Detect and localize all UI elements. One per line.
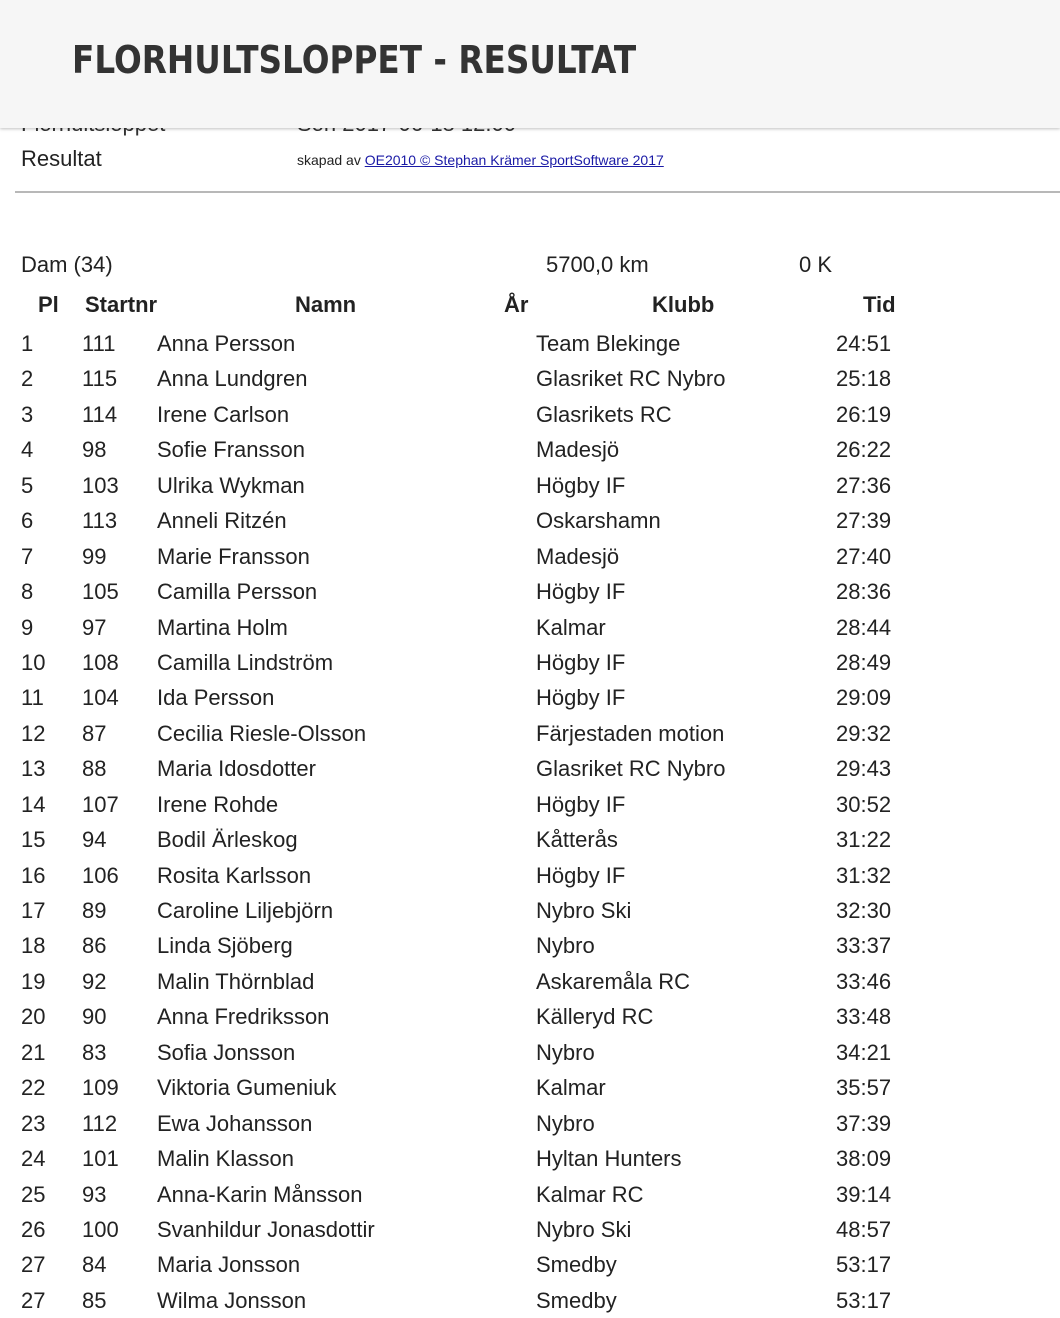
cell-klubb: Madesjö [536, 437, 620, 463]
cell-tid: 29:32 [836, 720, 892, 746]
cell-klubb: Nybro Ski [536, 1216, 632, 1242]
table-row [0, 361, 1060, 396]
cell-namn: Malin Klasson [157, 1146, 294, 1172]
cell-pl: 21 [21, 1039, 46, 1065]
credit-line [297, 152, 664, 168]
cell-tid: 53:17 [836, 1252, 892, 1278]
table-row [0, 326, 1060, 361]
cell-pl: 2 [21, 366, 34, 392]
cell-tid: 31:22 [836, 827, 892, 853]
cell-namn: Ewa Johansson [157, 1110, 313, 1136]
cell-klubb: Smedby [536, 1287, 617, 1313]
column-header-klubb: Klubb [652, 292, 715, 317]
cell-tid: 28:49 [836, 649, 892, 675]
cell-klubb: Högby IF [536, 862, 626, 888]
cell-klubb: Högby IF [536, 791, 626, 817]
cell-tid: 37:39 [836, 1110, 892, 1136]
table-row [0, 645, 1060, 680]
cell-tid: 24:51 [836, 331, 892, 356]
cell-startnr: 108 [82, 649, 119, 675]
column-header-startnr: Startnr [85, 292, 158, 317]
cell-tid: 26:19 [836, 401, 892, 427]
cell-startnr: 114 [82, 401, 118, 427]
cell-tid: 31:32 [836, 862, 892, 888]
table-row [0, 858, 1060, 893]
cell-startnr: 97 [82, 614, 107, 640]
cell-startnr: 115 [82, 366, 118, 392]
table-row [0, 468, 1060, 503]
cell-namn: Bodil Ärleskog [157, 827, 298, 853]
cell-namn: Anneli Ritzén [157, 508, 287, 534]
cell-startnr: 90 [82, 1004, 107, 1030]
cell-namn: Viktoria Gumeniuk [157, 1075, 337, 1101]
cell-tid: 32:30 [836, 898, 892, 923]
table-row [0, 1106, 1060, 1141]
cell-tid: 34:21 [836, 1039, 892, 1065]
table-row [0, 964, 1060, 999]
cell-namn: Wilma Jonsson [157, 1287, 307, 1313]
cell-startnr: 99 [82, 543, 107, 569]
credit-prefix: skapad av [297, 152, 361, 168]
table-row [0, 503, 1060, 538]
table-row [0, 1177, 1060, 1212]
page-header [0, 0, 1060, 128]
cell-startnr: 106 [82, 862, 119, 888]
cell-namn: Maria Idosdotter [157, 756, 316, 782]
table-row [0, 680, 1060, 715]
table-row [0, 1070, 1060, 1105]
table-row [0, 822, 1060, 857]
cell-namn: Linda Sjöberg [157, 933, 293, 959]
cell-startnr: 84 [82, 1252, 107, 1278]
cell-pl: 24 [21, 1146, 46, 1172]
table-row [0, 999, 1060, 1034]
cell-klubb: Askaremåla RC [536, 968, 691, 994]
column-header-namn: Namn [295, 292, 357, 317]
cell-startnr: 83 [82, 1039, 107, 1065]
cell-pl: 23 [21, 1110, 46, 1136]
cell-namn: Irene Rohde [157, 791, 279, 817]
cell-startnr: 109 [82, 1075, 119, 1101]
cell-klubb: Högby IF [536, 579, 626, 605]
cell-klubb: Glasriket RC Nybro [536, 756, 726, 782]
cell-tid: 28:44 [836, 614, 892, 640]
cell-tid: 33:48 [836, 1004, 892, 1030]
cell-tid: 30:52 [836, 791, 892, 817]
cell-tid: 27:36 [836, 472, 892, 498]
table-row [0, 574, 1060, 609]
cell-klubb: Kalmar RC [536, 1181, 644, 1207]
table-row [0, 787, 1060, 822]
column-header-tid: Tid [863, 292, 896, 317]
cell-namn: Cecilia Riesle-Olsson [157, 720, 367, 746]
cell-pl: 4 [21, 437, 34, 463]
cell-tid: 27:39 [836, 508, 892, 534]
cell-namn: Sofia Jonsson [157, 1039, 296, 1065]
cell-klubb: Smedby [536, 1252, 617, 1278]
cell-pl: 27 [21, 1287, 46, 1313]
table-row [0, 1035, 1060, 1070]
cell-namn: Anna Lundgren [157, 366, 308, 392]
cell-klubb: Nybro [536, 1110, 595, 1136]
cell-klubb: Glasrikets RC [536, 401, 672, 427]
cell-tid: 29:09 [836, 685, 892, 711]
cell-klubb: Nybro Ski [536, 898, 632, 923]
table-row [0, 1212, 1060, 1247]
cell-klubb: Högby IF [536, 685, 626, 711]
cell-startnr: 89 [82, 898, 107, 923]
cell-namn: Maria Jonsson [157, 1252, 301, 1278]
cell-namn: Martina Holm [157, 614, 288, 640]
cell-klubb: Färjestaden motion [536, 720, 725, 746]
cell-pl: 6 [21, 508, 34, 534]
cell-startnr: 107 [82, 791, 119, 817]
cell-startnr: 88 [82, 756, 107, 782]
cell-pl: 1 [21, 331, 34, 356]
cell-namn: Camilla Persson [157, 579, 318, 605]
cell-pl: 10 [21, 649, 46, 675]
cell-startnr: 113 [82, 508, 118, 534]
table-row [0, 928, 1060, 963]
cell-namn: Marie Fransson [157, 543, 310, 569]
cell-startnr: 93 [82, 1181, 107, 1207]
table-row [0, 893, 1060, 928]
table-row [0, 716, 1060, 751]
cell-pl: 26 [21, 1216, 46, 1242]
cell-klubb: Oskarshamn [536, 508, 661, 534]
cell-namn: Ulrika Wykman [157, 472, 305, 498]
cell-pl: 22 [21, 1075, 46, 1101]
cell-pl: 15 [21, 827, 46, 853]
cell-klubb: Glasriket RC Nybro [536, 366, 726, 392]
page-title: FLORHULTSLOPPET - RESULTAT [72, 38, 637, 82]
cell-startnr: 100 [82, 1216, 119, 1242]
cell-pl: 14 [21, 791, 46, 817]
cell-namn: Anna-Karin Månsson [157, 1181, 363, 1207]
cell-pl: 16 [21, 862, 46, 888]
cell-tid: 35:57 [836, 1075, 892, 1101]
cell-tid: 29:43 [836, 756, 892, 782]
cell-tid: 28:36 [836, 579, 892, 605]
cell-namn: Svanhildur Jonasdottir [157, 1216, 375, 1242]
cell-klubb: Team Blekinge [536, 331, 681, 356]
cell-namn: Ida Persson [157, 685, 275, 711]
cell-pl: 27 [21, 1252, 46, 1278]
cell-klubb: Kalmar [536, 614, 606, 640]
cell-tid: 25:18 [836, 366, 892, 392]
column-header-pl: Pl [38, 292, 59, 317]
cell-klubb: Hyltan Hunters [536, 1146, 682, 1172]
cell-namn: Malin Thörnblad [157, 968, 315, 994]
cell-pl: 9 [21, 614, 34, 640]
cell-klubb: Källeryd RC [536, 1004, 654, 1030]
cell-startnr: 86 [82, 933, 107, 959]
class-name: Dam (34) [21, 252, 113, 277]
credit-link[interactable]: OE2010 © Stephan Krämer SportSoftware 2017 [364, 152, 664, 168]
table-row [0, 432, 1060, 467]
cell-namn: Anna Persson [157, 331, 296, 356]
cell-pl: 20 [21, 1004, 46, 1030]
cell-startnr: 103 [82, 472, 119, 498]
results-table [0, 326, 1060, 1318]
cell-startnr: 112 [82, 1110, 118, 1136]
cell-pl: 3 [21, 401, 34, 427]
cell-startnr: 105 [82, 579, 119, 605]
cell-pl: 25 [21, 1181, 46, 1207]
cell-namn: Caroline Liljebjörn [157, 898, 334, 923]
cell-tid: 26:22 [836, 437, 892, 463]
cell-pl: 5 [21, 472, 34, 498]
table-row [0, 539, 1060, 574]
cell-pl: 19 [21, 968, 46, 994]
cell-startnr: 85 [82, 1287, 107, 1313]
cell-tid: 33:46 [836, 968, 892, 994]
cell-klubb: Högby IF [536, 472, 626, 498]
cell-tid: 38:09 [836, 1146, 892, 1172]
class-distance: 5700,0 km [546, 252, 649, 277]
cell-pl: 7 [21, 543, 34, 569]
cell-namn: Irene Carlson [157, 401, 290, 427]
cell-pl: 18 [21, 933, 46, 959]
table-row [0, 1247, 1060, 1282]
cell-tid: 27:40 [836, 543, 892, 569]
cell-pl: 17 [21, 898, 46, 923]
table-row [0, 1141, 1060, 1176]
divider [15, 191, 1060, 193]
class-controls: 0 K [799, 252, 833, 277]
table-row [0, 751, 1060, 786]
cell-tid: 53:17 [836, 1287, 892, 1313]
cell-startnr: 101 [82, 1146, 119, 1172]
cell-tid: 39:14 [836, 1181, 892, 1207]
result-label: Resultat [21, 146, 102, 171]
cell-klubb: Nybro [536, 1039, 595, 1065]
cell-klubb: Kåtterås [536, 827, 618, 853]
cell-namn: Anna Fredriksson [157, 1004, 330, 1030]
cell-pl: 8 [21, 579, 34, 605]
table-row [0, 1283, 1060, 1318]
table-row [0, 397, 1060, 432]
cell-tid: 33:37 [836, 933, 892, 959]
column-header-ar: År [504, 292, 529, 317]
cell-startnr: 111 [82, 331, 116, 356]
cell-klubb: Madesjö [536, 543, 620, 569]
cell-klubb: Kalmar [536, 1075, 606, 1101]
table-row [0, 610, 1060, 645]
cell-namn: Camilla Lindström [157, 649, 334, 675]
cell-klubb: Högby IF [536, 649, 626, 675]
cell-pl: 13 [21, 756, 46, 782]
cell-startnr: 87 [82, 720, 107, 746]
cell-namn: Sofie Fransson [157, 437, 305, 463]
cell-startnr: 92 [82, 968, 107, 994]
cell-startnr: 94 [82, 827, 107, 853]
cell-startnr: 98 [82, 437, 107, 463]
cell-klubb: Nybro [536, 933, 595, 959]
cell-pl: 11 [21, 685, 44, 711]
cell-pl: 12 [21, 720, 46, 746]
cell-tid: 48:57 [836, 1216, 892, 1242]
cell-namn: Rosita Karlsson [157, 862, 312, 888]
cell-startnr: 104 [82, 685, 119, 711]
